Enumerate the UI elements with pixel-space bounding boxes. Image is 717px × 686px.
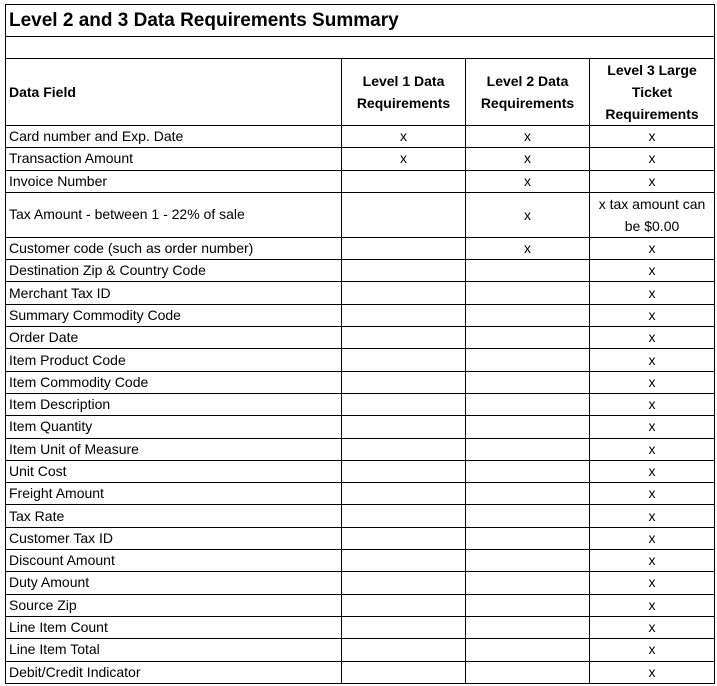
level-1-cell (342, 304, 466, 326)
data-field-cell: Item Commodity Code (6, 371, 342, 393)
table-row (6, 170, 715, 192)
table-row (6, 483, 715, 505)
level-1-cell (342, 237, 466, 259)
data-field-cell: Item Description (6, 393, 342, 415)
level-3-cell: x (590, 304, 715, 326)
data-field-cell: Line Item Count (6, 616, 342, 638)
level-1-cell (342, 416, 466, 438)
level-3-cell: x (590, 572, 715, 594)
table-row (6, 505, 715, 527)
spacer-row (6, 37, 715, 59)
level-3-cell: x (590, 661, 715, 683)
requirements-table (5, 4, 715, 684)
level-3-cell: x tax amount can be $0.00 (590, 192, 715, 237)
table-row (6, 527, 715, 549)
data-field-cell: Unit Cost (6, 460, 342, 482)
header-row (6, 59, 715, 126)
level-1-cell (342, 505, 466, 527)
level-3-cell: x (590, 616, 715, 638)
level-1-cell (342, 349, 466, 371)
header-data-field: Data Field (6, 59, 342, 126)
header-level-3: Level 3 Large Ticket Requirements (590, 59, 715, 126)
table-row (6, 550, 715, 572)
data-field-cell: Duty Amount (6, 572, 342, 594)
level-3-cell: x (590, 349, 715, 371)
level-3-cell: x (590, 170, 715, 192)
level-3-cell: x (590, 237, 715, 259)
level-2-cell: x (466, 170, 590, 192)
table-row (6, 349, 715, 371)
data-field-cell: Transaction Amount (6, 148, 342, 170)
level-1-cell (342, 192, 466, 237)
level-2-cell (466, 639, 590, 661)
level-1-cell (342, 527, 466, 549)
table-row (6, 639, 715, 661)
table-row (6, 661, 715, 683)
level-3-cell: x (590, 282, 715, 304)
level-1-cell (342, 661, 466, 683)
level-1-cell (342, 550, 466, 572)
table-row (6, 282, 715, 304)
table-row (6, 371, 715, 393)
data-field-cell: Destination Zip & Country Code (6, 260, 342, 282)
title-row (6, 5, 715, 37)
data-field-cell: Freight Amount (6, 483, 342, 505)
data-field-cell: Invoice Number (6, 170, 342, 192)
level-1-cell (342, 594, 466, 616)
data-field-cell: Debit/Credit Indicator (6, 661, 342, 683)
data-field-cell: Item Quantity (6, 416, 342, 438)
level-3-cell: x (590, 260, 715, 282)
level-3-cell: x (590, 126, 715, 148)
table-row (6, 148, 715, 170)
level-3-cell: x (590, 393, 715, 415)
level-2-cell (466, 594, 590, 616)
table-row (6, 126, 715, 148)
level-1-cell (342, 572, 466, 594)
level-2-cell (466, 460, 590, 482)
data-field-cell: Customer code (such as order number) (6, 237, 342, 259)
table-row (6, 438, 715, 460)
level-1-cell (342, 327, 466, 349)
table-row (6, 572, 715, 594)
level-2-cell (466, 416, 590, 438)
level-1-cell (342, 393, 466, 415)
header-level-2: Level 2 Data Requirements (466, 59, 590, 126)
data-field-cell: Line Item Total (6, 639, 342, 661)
level-3-cell: x (590, 371, 715, 393)
data-field-cell: Tax Rate (6, 505, 342, 527)
data-field-cell: Tax Amount - between 1 - 22% of sale (6, 192, 342, 237)
level-3-cell: x (590, 550, 715, 572)
data-field-cell: Item Unit of Measure (6, 438, 342, 460)
table-row (6, 327, 715, 349)
data-field-cell: Source Zip (6, 594, 342, 616)
level-2-cell (466, 505, 590, 527)
level-3-cell: x (590, 460, 715, 482)
level-2-cell (466, 304, 590, 326)
table-row (6, 393, 715, 415)
level-1-cell (342, 639, 466, 661)
level-1-cell (342, 438, 466, 460)
level-2-cell (466, 393, 590, 415)
table-row (6, 594, 715, 616)
level-1-cell (342, 483, 466, 505)
level-2-cell (466, 550, 590, 572)
data-field-cell: Order Date (6, 327, 342, 349)
table-row (6, 304, 715, 326)
level-1-cell (342, 282, 466, 304)
level-2-cell (466, 349, 590, 371)
level-1-cell (342, 371, 466, 393)
level-2-cell (466, 572, 590, 594)
level-3-cell: x (590, 483, 715, 505)
level-2-cell (466, 282, 590, 304)
level-2-cell (466, 483, 590, 505)
data-field-cell: Summary Commodity Code (6, 304, 342, 326)
level-2-cell (466, 327, 590, 349)
data-field-cell: Customer Tax ID (6, 527, 342, 549)
table-row (6, 260, 715, 282)
level-2-cell: x (466, 237, 590, 259)
level-3-cell: x (590, 438, 715, 460)
level-3-cell: x (590, 327, 715, 349)
table-title: Level 2 and 3 Data Requirements Summary (6, 5, 715, 37)
level-3-cell: x (590, 148, 715, 170)
level-3-cell: x (590, 639, 715, 661)
level-1-cell (342, 170, 466, 192)
level-1-cell (342, 616, 466, 638)
data-field-cell: Discount Amount (6, 550, 342, 572)
table-row (6, 237, 715, 259)
table-row (6, 460, 715, 482)
header-level-1: Level 1 Data Requirements (342, 59, 466, 126)
level-2-cell: x (466, 126, 590, 148)
requirements-sheet (5, 4, 714, 684)
table-row (6, 616, 715, 638)
table-row (6, 192, 715, 237)
level-2-cell (466, 260, 590, 282)
level-1-cell (342, 460, 466, 482)
level-3-cell: x (590, 416, 715, 438)
level-3-cell: x (590, 505, 715, 527)
level-2-cell (466, 661, 590, 683)
level-1-cell (342, 260, 466, 282)
data-field-cell: Card number and Exp. Date (6, 126, 342, 148)
data-field-cell: Merchant Tax ID (6, 282, 342, 304)
level-1-cell: x (342, 148, 466, 170)
level-1-cell: x (342, 126, 466, 148)
level-2-cell: x (466, 148, 590, 170)
level-3-cell: x (590, 594, 715, 616)
data-field-cell: Item Product Code (6, 349, 342, 371)
spacer-cell (6, 37, 715, 59)
level-2-cell (466, 438, 590, 460)
level-2-cell: x (466, 192, 590, 237)
level-3-cell: x (590, 527, 715, 549)
table-row (6, 416, 715, 438)
level-2-cell (466, 616, 590, 638)
level-2-cell (466, 527, 590, 549)
level-2-cell (466, 371, 590, 393)
